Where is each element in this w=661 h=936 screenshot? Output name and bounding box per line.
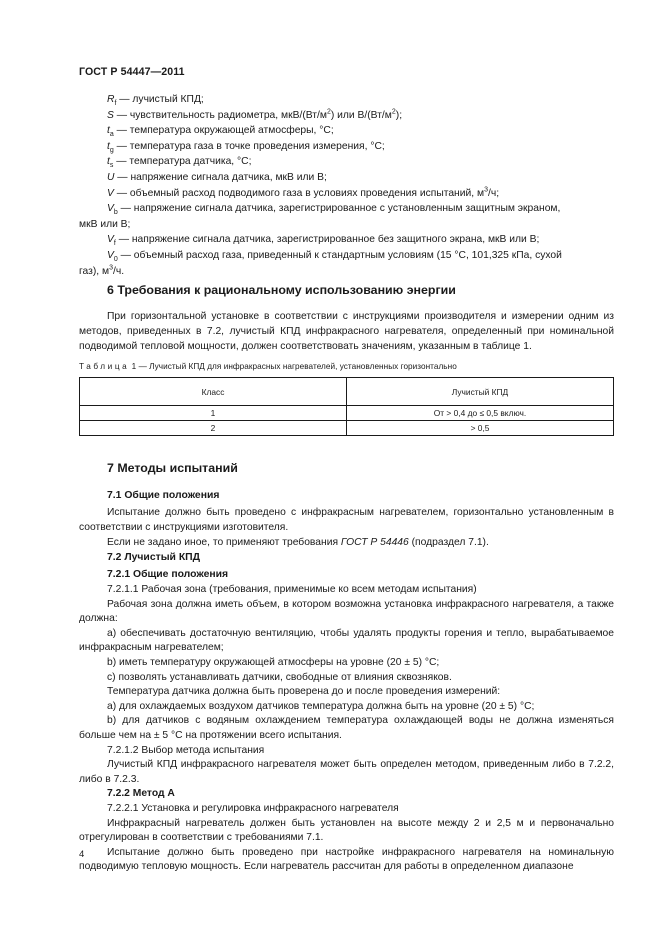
list-item: a) обеспечивать достаточную вентиляцию, чтобы удалять продукты горения и тепло, вырабатываемое инфракрасным нагревателем; [79, 627, 614, 654]
section-7-2-1-title: 7.2.1 Общие положения [107, 569, 229, 580]
definition-text: газ), м [79, 265, 110, 277]
document-code-header: ГОСТ Р 54447—2011 [79, 66, 185, 78]
section-7-1-paragraph: Испытание должно быть проведено с инфракрасным нагревателем, горизонтально установленным в соответствии с инструкциями изготовителя. Если не задано иное, то применяют требования ГОСТ Р 54446 (подраздел 7.1). [79, 506, 614, 550]
table-header-row [80, 378, 614, 406]
definition-symbol: U [107, 171, 115, 183]
definition-text: — напряжение сигнала датчика, зарегистрированное с установленным защитным экраном, [117, 203, 561, 215]
definition-item [79, 248, 614, 264]
definition-item [79, 170, 614, 186]
temperature-check-paragraph: Температура датчика должна быть проверена до и после проведения измерений: [107, 686, 501, 698]
definition-symbol: t [107, 125, 110, 137]
definition-symbol: S [107, 109, 114, 121]
definition-subscript: 0 [113, 255, 118, 263]
definition-symbol: V [107, 249, 114, 261]
definition-text: — чувствительность радиометра, мкВ/(Вт/м [113, 109, 327, 121]
definition-item [79, 232, 614, 248]
table-header-class: Класс [80, 378, 347, 406]
definition-symbol: V [107, 203, 114, 215]
definition-superscript: 2 [326, 108, 331, 116]
section-7-1-title: 7.1 Общие положения [107, 490, 220, 501]
definition-text: /ч; [487, 187, 500, 199]
work-zone-paragraph: Рабочая зона должна иметь объем, в котором возможна установка инфракрасного нагревателя, а также должна: [79, 598, 614, 625]
section-7-2-2-title: 7.2.2 Метод А [107, 788, 175, 800]
table-1 [79, 377, 614, 436]
definition-symbol: V [107, 187, 114, 199]
definition-text: — напряжение сигнала датчика, мкВ или В; [114, 171, 327, 183]
subclause-7-2-2-1: 7.2.2.1 Установка и регулировка инфракрасного нагревателя [107, 802, 399, 814]
definition-subscript: b [113, 209, 118, 217]
definition-item [79, 201, 614, 217]
definition-text: мкВ или В; [79, 218, 131, 230]
definition-text: — температура окружающей атмосферы, °С; [113, 125, 334, 137]
definition-item [79, 186, 614, 202]
table-header-efficiency: Лучистый КПД [347, 378, 614, 406]
installation-paragraph: Инфракрасный нагреватель должен быть установлен на высоте между 2 и 2,5 м и первоначально отрегулирован в соответствии с требованиями 7.1. [79, 817, 614, 844]
section-6-paragraph: При горизонтальной установке в соответствии с инструкциями производителя и измерении одним из методов, приведенных в 7.2, лучистый КПД инфракрасного нагревателя, определенный при номинальной подводимой тепловой мощности, должен соответствовать значениям, указанным в таблице 1. [79, 311, 614, 352]
definition-superscript: 3 [109, 264, 113, 272]
table-1-caption: Таблица 1 — Лучистый КПД для инфракрасных нагревателей, установленных горизонтально [79, 362, 457, 371]
definition-symbol: t [107, 156, 110, 168]
definition-subscript: f [113, 240, 116, 248]
definition-text: — объемный расход газа, приведенный к стандартным условиям (15 °С, 101,325 кПа, сухой [117, 249, 562, 261]
definition-subscript: g [109, 146, 114, 154]
definition-text: ); [395, 109, 403, 121]
definition-superscript: 3 [484, 186, 488, 194]
definition-item [79, 154, 614, 170]
table-cell: > 0,5 [347, 421, 614, 436]
section-7-2-body [79, 583, 614, 875]
definition-text: — лучистый КПД; [116, 94, 204, 105]
definition-item [79, 139, 614, 155]
definition-continuation [79, 217, 614, 233]
table-cell: От > 0,4 до ≤ 0,5 включ. [347, 406, 614, 421]
definition-text: — напряжение сигнала датчика, зарегистрированное без защитного экрана, мкВ или В; [115, 234, 540, 246]
table-row [80, 421, 614, 436]
definition-text: — температура газа в точке проведения измерения, °С; [113, 140, 385, 152]
definition-text: ) или В/(Вт/м [330, 109, 392, 121]
page-number: 4 [79, 849, 85, 860]
definition-continuation [79, 264, 614, 280]
section-7-title: 7 Методы испытаний [107, 461, 238, 475]
definition-text: /ч. [113, 265, 125, 277]
test-paragraph: Испытание должно быть проведено при настройке инфракрасного нагревателя на номинальную подводимую тепловую мощность. Если нагреватель рассчитан для работы в определенном диапазоне [79, 846, 614, 873]
definition-superscript: 2 [391, 108, 396, 116]
list-item: b) для датчиков с водяным охлаждением температура охлаждающей воды не должна изменяться больше чем на ± 5 °С на протяжении всего испытания. [79, 715, 614, 741]
section-6-title: 6 Требования к рациональному использованию энергии [107, 283, 456, 297]
definition-text: — объемный расход подводимого газа в условиях проведения испытаний, м [113, 187, 485, 199]
definition-symbol: t [107, 140, 110, 152]
definition-subscript: a [109, 131, 114, 139]
subclause-7-2-1-2: 7.2.1.2 Выбор метода испытания [107, 744, 265, 756]
definition-item [79, 92, 614, 108]
definition-text: — температура датчика, °С; [113, 156, 252, 168]
list-item: b) иметь температуру окружающей атмосферы на уровне (20 ± 5) °С; [107, 656, 440, 668]
table-row [80, 406, 614, 421]
method-selection-paragraph: Лучистый КПД инфракрасного нагревателя может быть определен методом, приведенным либо в 7.2.2, либо в 7.2.3. [79, 759, 614, 785]
definition-item [79, 108, 614, 124]
definition-subscript: s [109, 162, 114, 170]
subclause-7-2-1-1: 7.2.1.1 Рабочая зона (требования, применимые ко всем методам испытания) [107, 584, 477, 595]
list-item: a) для охлаждаемых воздухом датчиков температура должна быть на уровне (20 ± 5) °С; [107, 700, 535, 712]
definition-symbol: V [107, 234, 114, 246]
table-cell: 1 [80, 406, 347, 421]
table-cell: 2 [80, 421, 347, 436]
section-7-1-reference: Если не задано иное, то применяют требования ГОСТ Р 54446 (подраздел 7.1). [107, 536, 489, 548]
symbol-definitions [79, 92, 614, 279]
section-7-2-title: 7.2 Лучистый КПД [107, 552, 201, 563]
definition-symbol: R [107, 94, 115, 105]
list-item: c) позволять устанавливать датчики, свободные от влияния сквозняков. [107, 671, 452, 683]
definition-item [79, 123, 614, 139]
definition-subscript: f [114, 100, 117, 108]
